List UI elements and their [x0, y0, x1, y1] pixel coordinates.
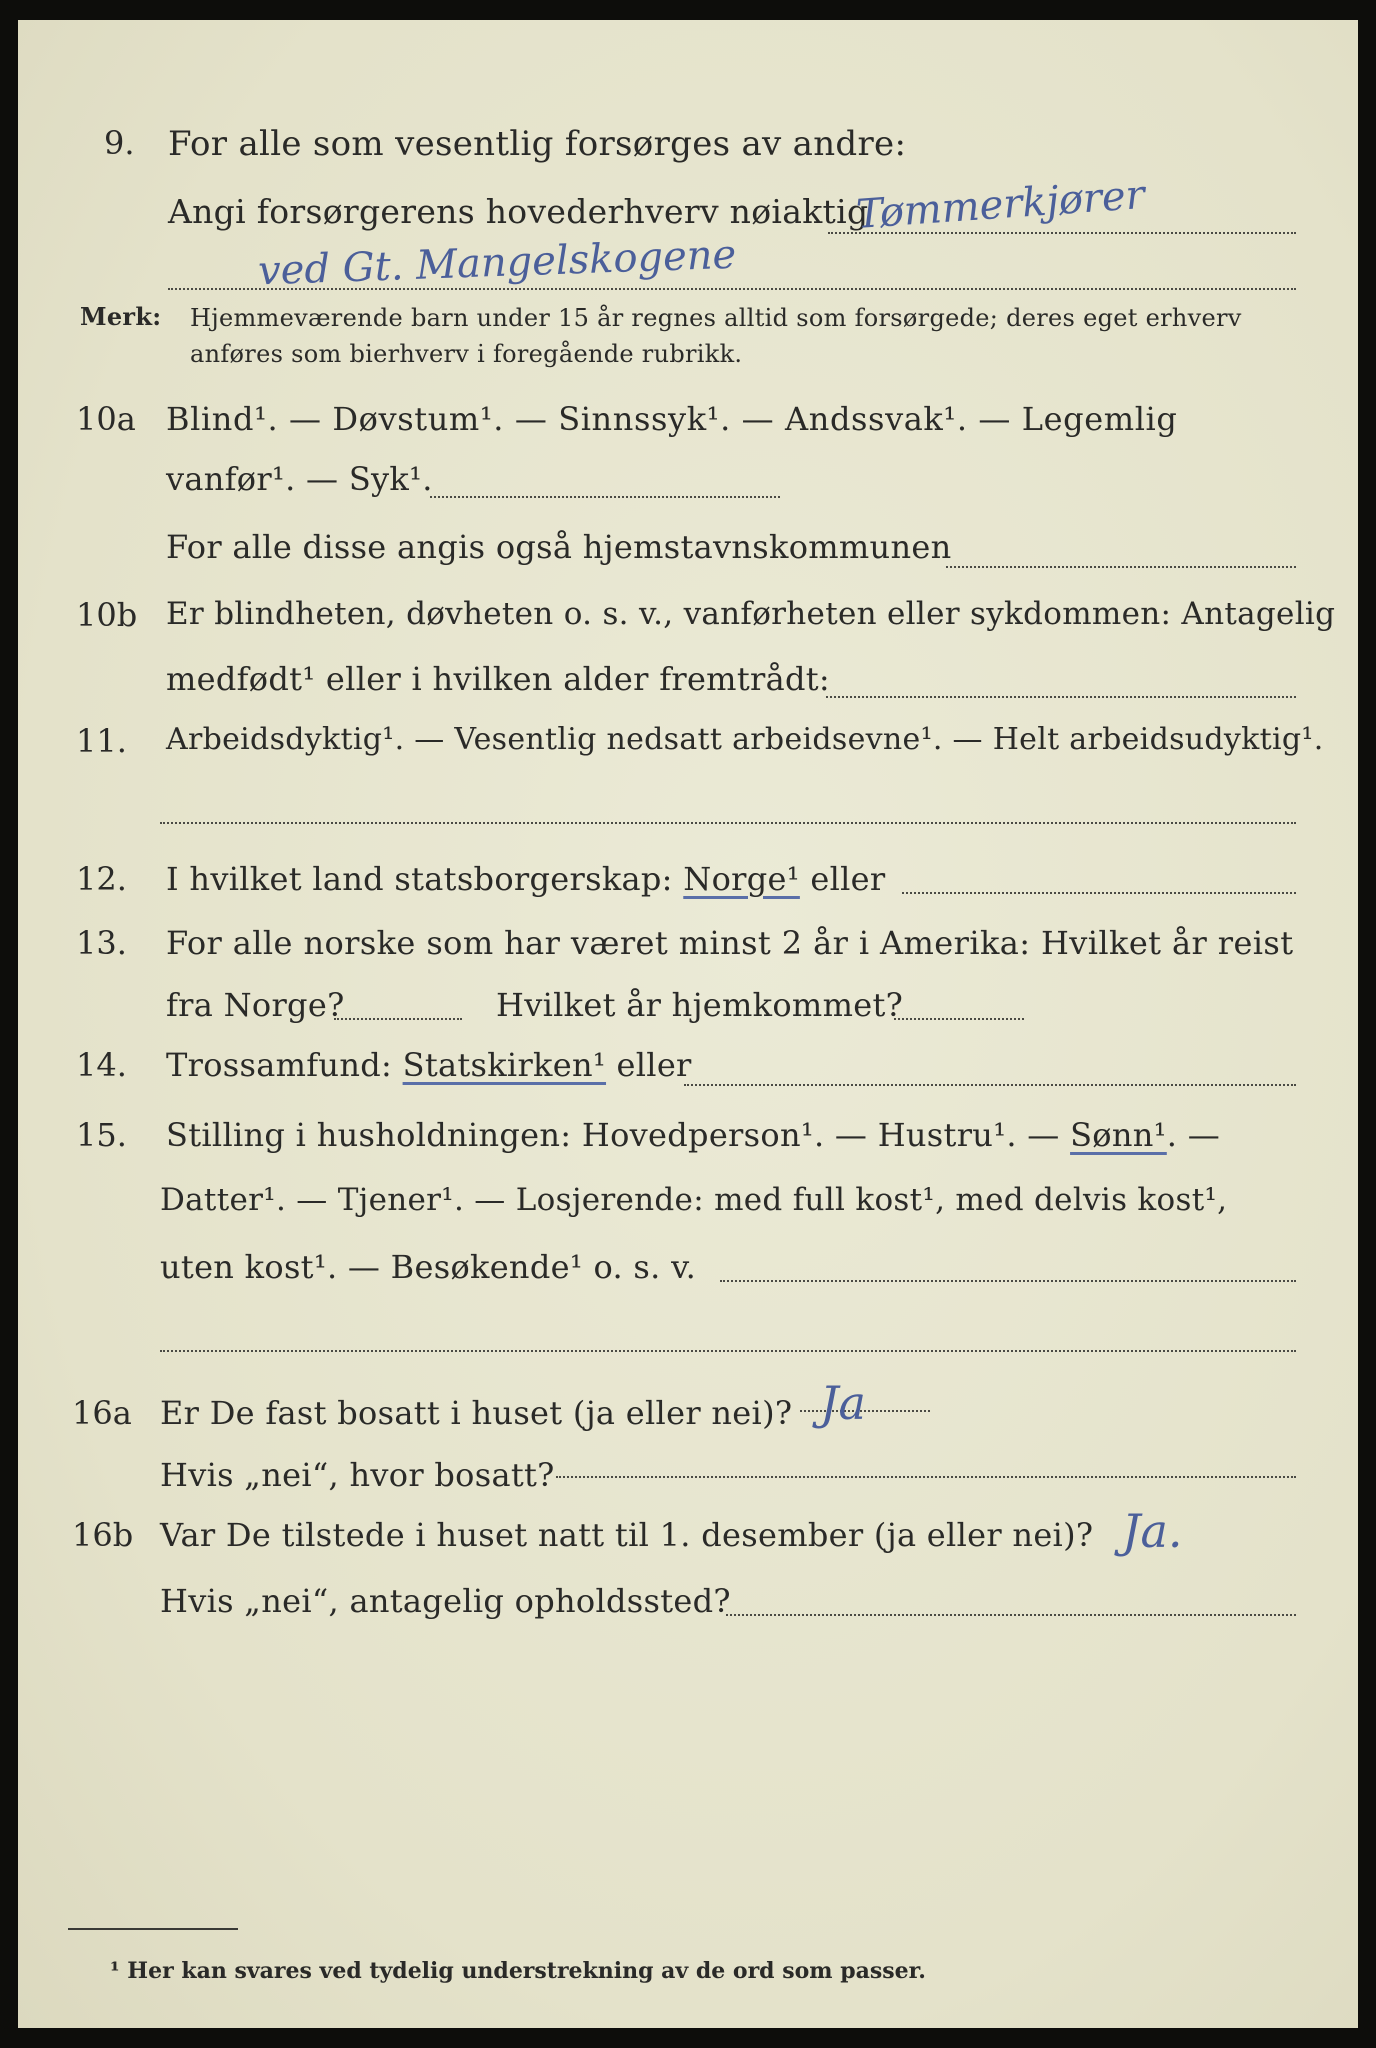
q9-line1: For alle som vesentlig forsørges av andre:	[168, 124, 907, 164]
q14-number: 14.	[76, 1046, 127, 1084]
q16a-handwritten-answer: Ja	[820, 1376, 866, 1430]
q16b-line1: Var De tilstede i huset natt til 1. desember (ja eller nei)?	[160, 1516, 1094, 1554]
q11-line1: Arbeidsdyktig¹. — Vesentlig nedsatt arbeidsevne¹. — Helt arbeidsudyktig¹.	[166, 722, 1324, 757]
q12-line	[166, 860, 886, 898]
q14-prompt: Trossamfund:	[166, 1046, 393, 1084]
q15-underlined-option: Sønn¹	[1070, 1116, 1167, 1154]
q16a-number: 16a	[72, 1394, 132, 1432]
merk-label: Merk:	[80, 302, 162, 331]
merk-line1: Hjemmeværende barn under 15 år regnes alltid som forsørgede; deres eget erhverv	[190, 304, 1242, 332]
q12-prompt: I hvilket land statsborgerskap:	[166, 860, 673, 898]
q14-answer-line	[684, 1084, 1296, 1086]
q16a-line2: Hvis „nei“, hvor bosatt?	[160, 1456, 555, 1494]
q10a-line3: For alle disse angis også hjemstavnskommunen	[166, 528, 952, 566]
q12-number: 12.	[76, 860, 127, 898]
q16b-number: 16b	[72, 1516, 134, 1554]
q15-line1-end: . —	[1166, 1116, 1221, 1154]
q11-answer-line	[160, 822, 1296, 824]
q15-line1	[166, 1116, 1220, 1154]
q13-line2a: fra Norge?	[166, 986, 345, 1024]
footnote: ¹ Her kan svares ved tydelig understrekning av de ord som passer.	[110, 1958, 926, 1984]
merk-line2: anføres som bierhverv i foregående rubrikk.	[190, 340, 743, 368]
q16b-handwritten-answer: Ja.	[1122, 1504, 1183, 1558]
q9-handwritten-answer2: ved Gt. Mangelskogene	[257, 231, 737, 295]
q16a-bosatt-line	[556, 1476, 1296, 1478]
q14-underlined-option: Statskirken¹	[402, 1046, 607, 1084]
q16a-line1: Er De fast bosatt i huset (ja eller nei)?	[160, 1394, 793, 1432]
footnote-rule	[68, 1928, 238, 1930]
q10a-line2: vanfør¹. — Syk¹.	[166, 460, 433, 498]
q14-line	[166, 1046, 692, 1084]
q9-handwritten-answer1: Tømmerkjører	[854, 171, 1147, 239]
q15-number: 15.	[76, 1116, 127, 1154]
q15-line1-text: Stilling i husholdningen: Hovedperson¹. — Hustru¹. —	[166, 1116, 1060, 1154]
q15-line3: uten kost¹. — Besøkende¹ o. s. v.	[160, 1248, 697, 1286]
q13-hjemkommet-line	[894, 1018, 1024, 1020]
q9-number: 9.	[104, 124, 135, 162]
q10b-number: 10b	[76, 596, 138, 634]
q13-line1: For alle norske som har været minst 2 år i Amerika: Hvilket år reist	[166, 924, 1294, 962]
q11-number: 11.	[76, 722, 127, 760]
q14-or: eller	[616, 1046, 692, 1084]
q16b-opholdssted-line	[726, 1614, 1296, 1616]
q13-reist-line	[334, 1018, 462, 1020]
q9-line2: Angi forsørgerens hovederhverv nøiaktig	[168, 192, 869, 231]
q12-or: eller	[810, 860, 886, 898]
q12-answer-line	[902, 892, 1296, 894]
q10b-line1: Er blindheten, døvheten o. s. v., vanførheten eller sykdommen: Antagelig	[166, 596, 1336, 632]
q10a-kommune-line	[946, 566, 1296, 568]
q10b-line2: medfødt¹ eller i hvilken alder fremtrådt:	[166, 660, 830, 698]
q10a-number: 10a	[76, 400, 136, 438]
q10b-answer-line	[826, 696, 1296, 698]
q15-answer-line1	[720, 1280, 1296, 1282]
q13-line2b: Hvilket år hjemkommet?	[496, 986, 904, 1024]
q10a-syk-line	[430, 496, 780, 498]
q15-line2: Datter¹. — Tjener¹. — Losjerende: med full kost¹, med delvis kost¹,	[160, 1182, 1228, 1218]
q16b-line2: Hvis „nei“, antagelig opholdssted?	[160, 1582, 731, 1620]
q13-number: 13.	[76, 924, 127, 962]
q12-underlined-option: Norge¹	[683, 860, 800, 898]
q15-answer-line2	[160, 1350, 1296, 1352]
q10a-line1: Blind¹. — Døvstum¹. — Sinnssyk¹. — Andssvak¹. — Legemlig	[166, 400, 1178, 438]
